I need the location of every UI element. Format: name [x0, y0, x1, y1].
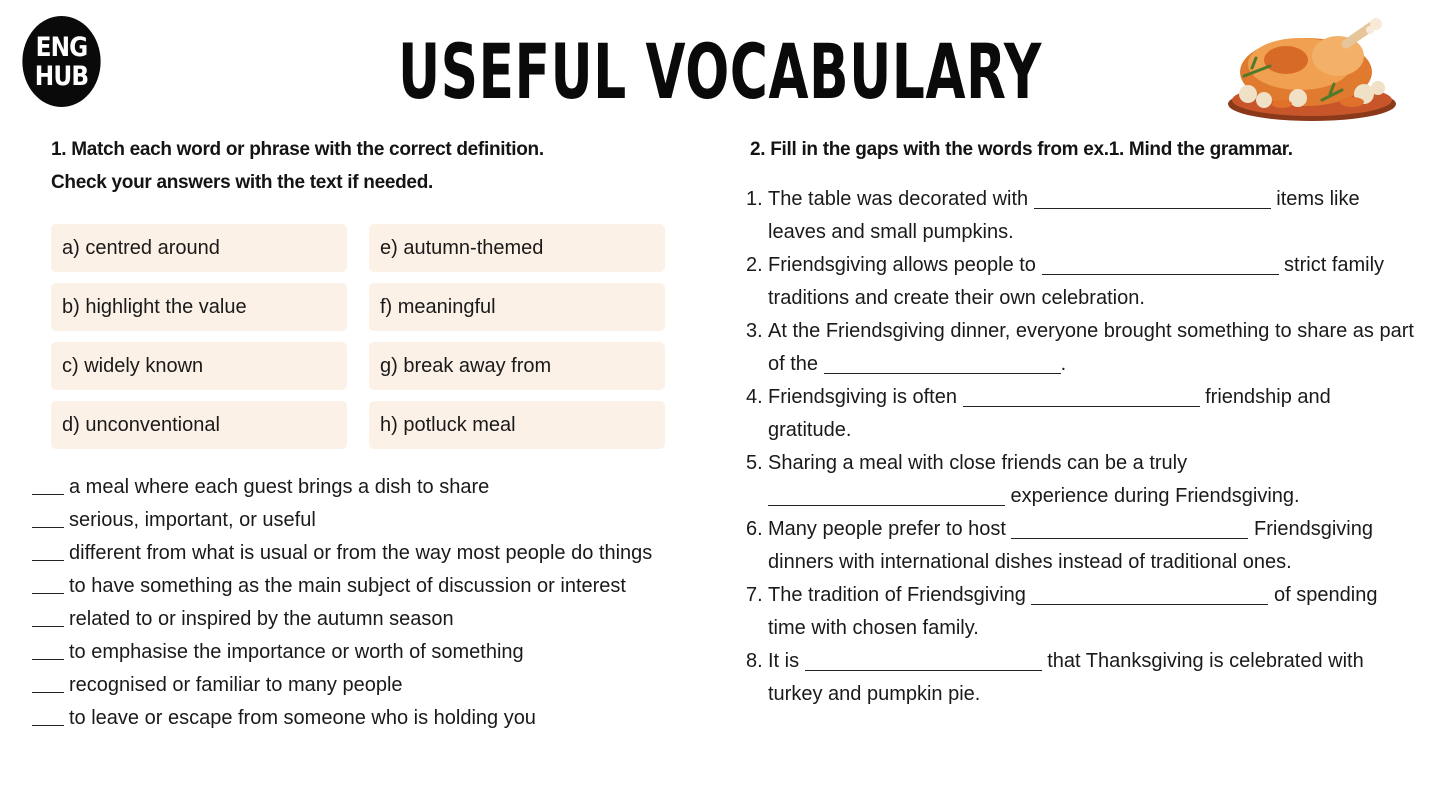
answer-blank[interactable] [32, 540, 64, 561]
definitions-list [32, 471, 652, 735]
gap-sentence [746, 249, 1414, 315]
answer-blank[interactable] [32, 507, 64, 528]
definition-text: different from what is usual or from the way most people do things [69, 542, 653, 564]
definition-text: to have something as the main subject of discussion or interest [69, 575, 626, 597]
sentence-number: 3. [746, 320, 763, 342]
sentence-after: items like leaves and small pumpkins. [768, 188, 1360, 243]
sentence-number: 4. [746, 386, 763, 408]
definition-item [32, 537, 652, 570]
answer-blank[interactable] [32, 573, 64, 594]
definition-item [32, 702, 652, 735]
sentence-before: The table was decorated with [768, 188, 1034, 210]
sentence-number: 8. [746, 650, 763, 672]
logo-line-1: ENG [35, 31, 88, 63]
sentence-before: Sharing a meal with close friends can be a truly [768, 452, 1188, 474]
gap-blank[interactable] [1042, 254, 1279, 275]
gap-sentence [746, 381, 1414, 447]
word-box: g) break away from [369, 342, 665, 390]
definition-item [32, 669, 652, 702]
gap-sentence [746, 579, 1414, 645]
exercise-2-instruction-text: 2. Fill in the gaps with the words from ex.1. Mind the grammar. [750, 139, 1293, 160]
definition-text: a meal where each guest brings a dish to share [69, 476, 490, 498]
gap-sentence [746, 183, 1414, 249]
sentence-number: 5. [746, 452, 763, 474]
gap-blank[interactable] [1031, 584, 1268, 605]
gap-blank[interactable] [824, 353, 1061, 374]
gap-blank[interactable] [805, 650, 1042, 671]
definition-item [32, 603, 652, 636]
word-box: f) meaningful [369, 283, 665, 331]
sentence-number: 2. [746, 254, 763, 276]
sentence-number: 1. [746, 188, 763, 210]
gap-fill-sentences [746, 183, 1414, 711]
sentence-after: Friendsgiving dinners with international dishes instead of traditional ones. [768, 518, 1373, 573]
gap-blank[interactable] [768, 485, 1005, 506]
word-box: h) potluck meal [369, 401, 665, 449]
sentence-before: Many people prefer to host [768, 518, 1012, 540]
word-box: b) highlight the value [51, 283, 347, 331]
definition-text: recognised or familiar to many people [69, 674, 403, 696]
definition-text: to emphasise the importance or worth of something [69, 641, 524, 663]
sentence-before: Friendsgiving is often [768, 386, 963, 408]
sentence-after: strict family traditions and create their own celebration. [768, 254, 1385, 309]
answer-blank[interactable] [32, 672, 64, 693]
sentence-before: At the Friendsgiving dinner, everyone brought something to share as part of the [768, 320, 1414, 375]
sentence-after: friendship and gratitude. [768, 386, 1331, 441]
eng-hub-logo [22, 16, 100, 107]
definition-item [32, 636, 652, 669]
definition-item [32, 471, 652, 504]
exercise-2-instruction [750, 133, 1293, 166]
exercise-1-instruction-line-2: Check your answers with the text if needed. [51, 172, 433, 193]
gap-sentence [746, 645, 1414, 711]
sentence-after: that Thanksgiving is celebrated with turkey and pumpkin pie. [768, 650, 1364, 705]
exercise-1-instruction-line-1: 1. Match each word or phrase with the correct definition. [51, 139, 544, 160]
answer-blank[interactable] [32, 639, 64, 660]
sentence-after: experience during Friendsgiving. [1005, 485, 1300, 507]
definition-text: related to or inspired by the autumn season [69, 608, 454, 630]
gap-blank[interactable] [1034, 188, 1271, 209]
sentence-before: The tradition of Friendsgiving [768, 584, 1032, 606]
gap-blank[interactable] [963, 386, 1200, 407]
gap-sentence [746, 315, 1414, 381]
definition-item [32, 504, 652, 537]
definition-text: to leave or escape from someone who is holding you [69, 707, 536, 729]
exercise-1-instructions [51, 133, 544, 199]
word-box: e) autumn-themed [369, 224, 665, 272]
definition-text: serious, important, or useful [69, 509, 316, 531]
answer-blank[interactable] [32, 474, 64, 495]
sentence-number: 7. [746, 584, 763, 606]
gap-sentence [746, 513, 1414, 579]
answer-blank[interactable] [32, 705, 64, 726]
sentence-after: of spending time with chosen family. [768, 584, 1378, 639]
sentence-after: . [1060, 353, 1067, 375]
word-box: c) widely known [51, 342, 347, 390]
answer-blank[interactable] [32, 606, 64, 627]
word-box: a) centred around [51, 224, 347, 272]
definition-item [32, 570, 652, 603]
word-box: d) unconventional [51, 401, 347, 449]
word-bank [51, 224, 665, 449]
gap-blank[interactable] [1011, 518, 1248, 539]
gap-sentence [746, 447, 1414, 513]
page-title: USEFUL VOCABULARY [398, 27, 1042, 116]
sentence-before: It is [768, 650, 805, 672]
roast-turkey-illustration [1226, 14, 1398, 126]
sentence-number: 6. [746, 518, 763, 540]
logo-line-2: HUB [34, 60, 89, 92]
sentence-before: Friendsgiving allows people to [768, 254, 1042, 276]
